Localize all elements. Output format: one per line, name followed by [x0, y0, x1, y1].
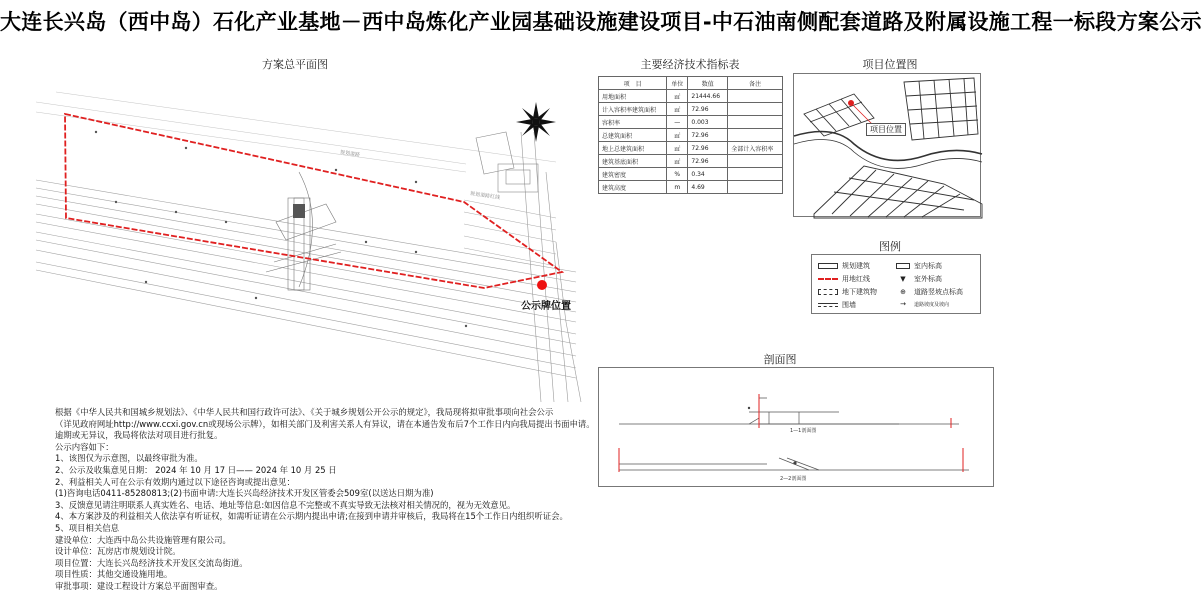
slope-direction-icon: →: [900, 300, 906, 308]
cell: [728, 181, 783, 194]
notice-line: 审批事项：建设工程设计方案总平面图审查。: [55, 580, 223, 591]
location-label: 项目位置: [866, 123, 906, 136]
notice-line: 建设单位：大连西中岛公共设施管理有限公司。: [55, 534, 231, 545]
building-symbol-icon: [818, 263, 838, 269]
outdoor-level-icon: ▼: [900, 275, 906, 283]
table-row: [599, 181, 783, 194]
cell: 72.96: [688, 155, 728, 168]
econ-table-heading: 主要经济技术指标表: [640, 58, 740, 71]
cell: —: [667, 116, 688, 129]
section-caption-2: 2—2剖面图: [780, 476, 807, 482]
legend-label: 地下建筑物: [842, 288, 877, 296]
location-heading: 项目位置图: [862, 58, 918, 71]
road-label-2: 规划道路红线: [469, 190, 501, 202]
legend-label: 室外标高: [914, 275, 942, 283]
cell: [728, 129, 783, 142]
notice-line: 公示内容如下：: [55, 441, 114, 452]
plan-heading: 方案总平面图: [262, 58, 328, 71]
legend-item: [896, 274, 942, 284]
notice-line: （详见政府网址http://www.ccxi.gov.cn或现场公示牌），如相关部门及利害关系人有异议，请在本通告发布后7个工作日内向我局提出书面申请。: [55, 418, 595, 429]
wall-symbol-icon: [818, 303, 838, 307]
section-caption-1: 1—1剖面图: [790, 428, 817, 434]
notice-line: 3、反馈意见请注明联系人真实姓名、电话、地址等信息:如因信息不完整或不真实导致无法核对相关情况的，视为无效意见。: [55, 499, 516, 510]
cell: 建筑基底面积: [599, 155, 667, 168]
notice-line: 2、利益相关人可在公示有效期内通过以下途径咨询或提出意见：: [55, 476, 295, 487]
cell: 建筑密度: [599, 168, 667, 181]
cell: 72.96: [688, 103, 728, 116]
legend-panel: [811, 254, 981, 314]
cell: [728, 103, 783, 116]
location-marker: [848, 100, 854, 106]
cell: 容积率: [599, 116, 667, 129]
cell: 0.003: [688, 116, 728, 129]
legend-label: 道路竖坡点标高: [914, 288, 963, 296]
cell: m: [667, 181, 688, 194]
cell: ㎡: [667, 129, 688, 142]
legend-label: 室内标高: [914, 262, 942, 270]
notice-line: 5、项目相关信息: [55, 522, 119, 533]
underground-symbol-icon: [818, 289, 838, 295]
cell: [728, 116, 783, 129]
econ-table-header-row: [599, 77, 783, 90]
table-row: [599, 103, 783, 116]
location-map-drawing: [794, 74, 982, 218]
section-heading: 剖面图: [763, 353, 797, 366]
legend-label: 用地红线: [842, 275, 870, 283]
econ-table: [598, 76, 783, 194]
table-row: [599, 116, 783, 129]
legend-item: [818, 274, 870, 284]
cell: 72.96: [688, 142, 728, 155]
notice-block: [55, 407, 615, 593]
cell: 总建筑面积: [599, 129, 667, 142]
indoor-level-icon: [896, 263, 910, 269]
econ-col-item: 项 目: [599, 77, 667, 90]
sign-position-marker: [537, 280, 547, 290]
location-map: [793, 73, 981, 217]
notice-line: 4、本方案涉及的利益相关人依法享有听证权，如需听证请在公示期内提出申请;在接到申请并审核后，我局将在15个工作日内组织听证会。: [55, 511, 568, 522]
cell: %: [667, 168, 688, 181]
notice-line: 1、该图仅为示意图，以最终审批为准。: [55, 453, 203, 464]
red-line-symbol-icon: [818, 278, 838, 280]
notice-line: 设计单位：瓦房店市规划设计院。: [55, 546, 181, 557]
cell: ㎡: [667, 142, 688, 155]
legend-item: [818, 300, 856, 310]
table-row: [599, 168, 783, 181]
cell: 21444.66: [688, 90, 728, 103]
legend-heading: 图例: [879, 240, 901, 253]
cell: 地上总建筑面积: [599, 142, 667, 155]
cell: 0.34: [688, 168, 728, 181]
table-row: [599, 142, 783, 155]
cell: 全部计入容积率: [728, 142, 783, 155]
notice-line: 项目性质：其他交通设施用地。: [55, 569, 173, 580]
legend-item: [818, 287, 877, 297]
cell: [728, 90, 783, 103]
legend-item: [896, 261, 942, 271]
cell: 计入容积率建筑面积: [599, 103, 667, 116]
cell: 建筑高度: [599, 181, 667, 194]
table-row: [599, 155, 783, 168]
cell: 4.69: [688, 181, 728, 194]
page-title: 大连长兴岛（西中岛）石化产业基地－西中岛炼化产业园基础设施建设项目-中石油南侧配套道路及附属设施工程一标段方案公示: [0, 10, 1202, 34]
notice-line: 项目位置：大连长兴岛经济技术开发区交流岛街道。: [55, 557, 248, 568]
sign-position-label: 公示牌位置: [521, 301, 571, 312]
cell: [728, 168, 783, 181]
site-plan-drawing: [36, 72, 586, 402]
road-label-1: 规划道路: [339, 149, 361, 159]
cell: ㎡: [667, 155, 688, 168]
econ-col-note: 备注: [728, 77, 783, 90]
cell: 用地面积: [599, 90, 667, 103]
legend-label: 道路坡度及坡向: [914, 301, 950, 308]
cell: [728, 155, 783, 168]
table-row: [599, 129, 783, 142]
legend-item: [896, 287, 963, 297]
table-row: [599, 90, 783, 103]
econ-col-unit: 单位: [667, 77, 688, 90]
cell: 72.96: [688, 129, 728, 142]
legend-label: 围墙: [842, 301, 856, 309]
cell: ㎡: [667, 103, 688, 116]
slope-point-icon: ⊕: [900, 288, 906, 296]
notice-line: (1)咨询电话0411-85280813;(2)书面申请:大连长兴岛经济技术开发区管委会509室(以送达日期为准): [55, 488, 434, 499]
notice-line: 2、公示及收集意见日期： 2024 年 10 月 17 日—— 2024 年 10 月 25 日: [55, 464, 337, 475]
legend-item: [896, 300, 949, 308]
cell: ㎡: [667, 90, 688, 103]
notice-line: 逾期或无异议，我局将依法对项目进行批复。: [55, 430, 223, 441]
legend-item: [818, 261, 870, 271]
econ-col-value: 数值: [688, 77, 728, 90]
notice-line: 根据《中华人民共和国城乡规划法》、《中华人民共和国行政许可法》、《关于城乡规划公开公示的规定》，我局现将拟审批事项向社会公示: [55, 407, 554, 417]
legend-label: 规划建筑: [842, 262, 870, 270]
